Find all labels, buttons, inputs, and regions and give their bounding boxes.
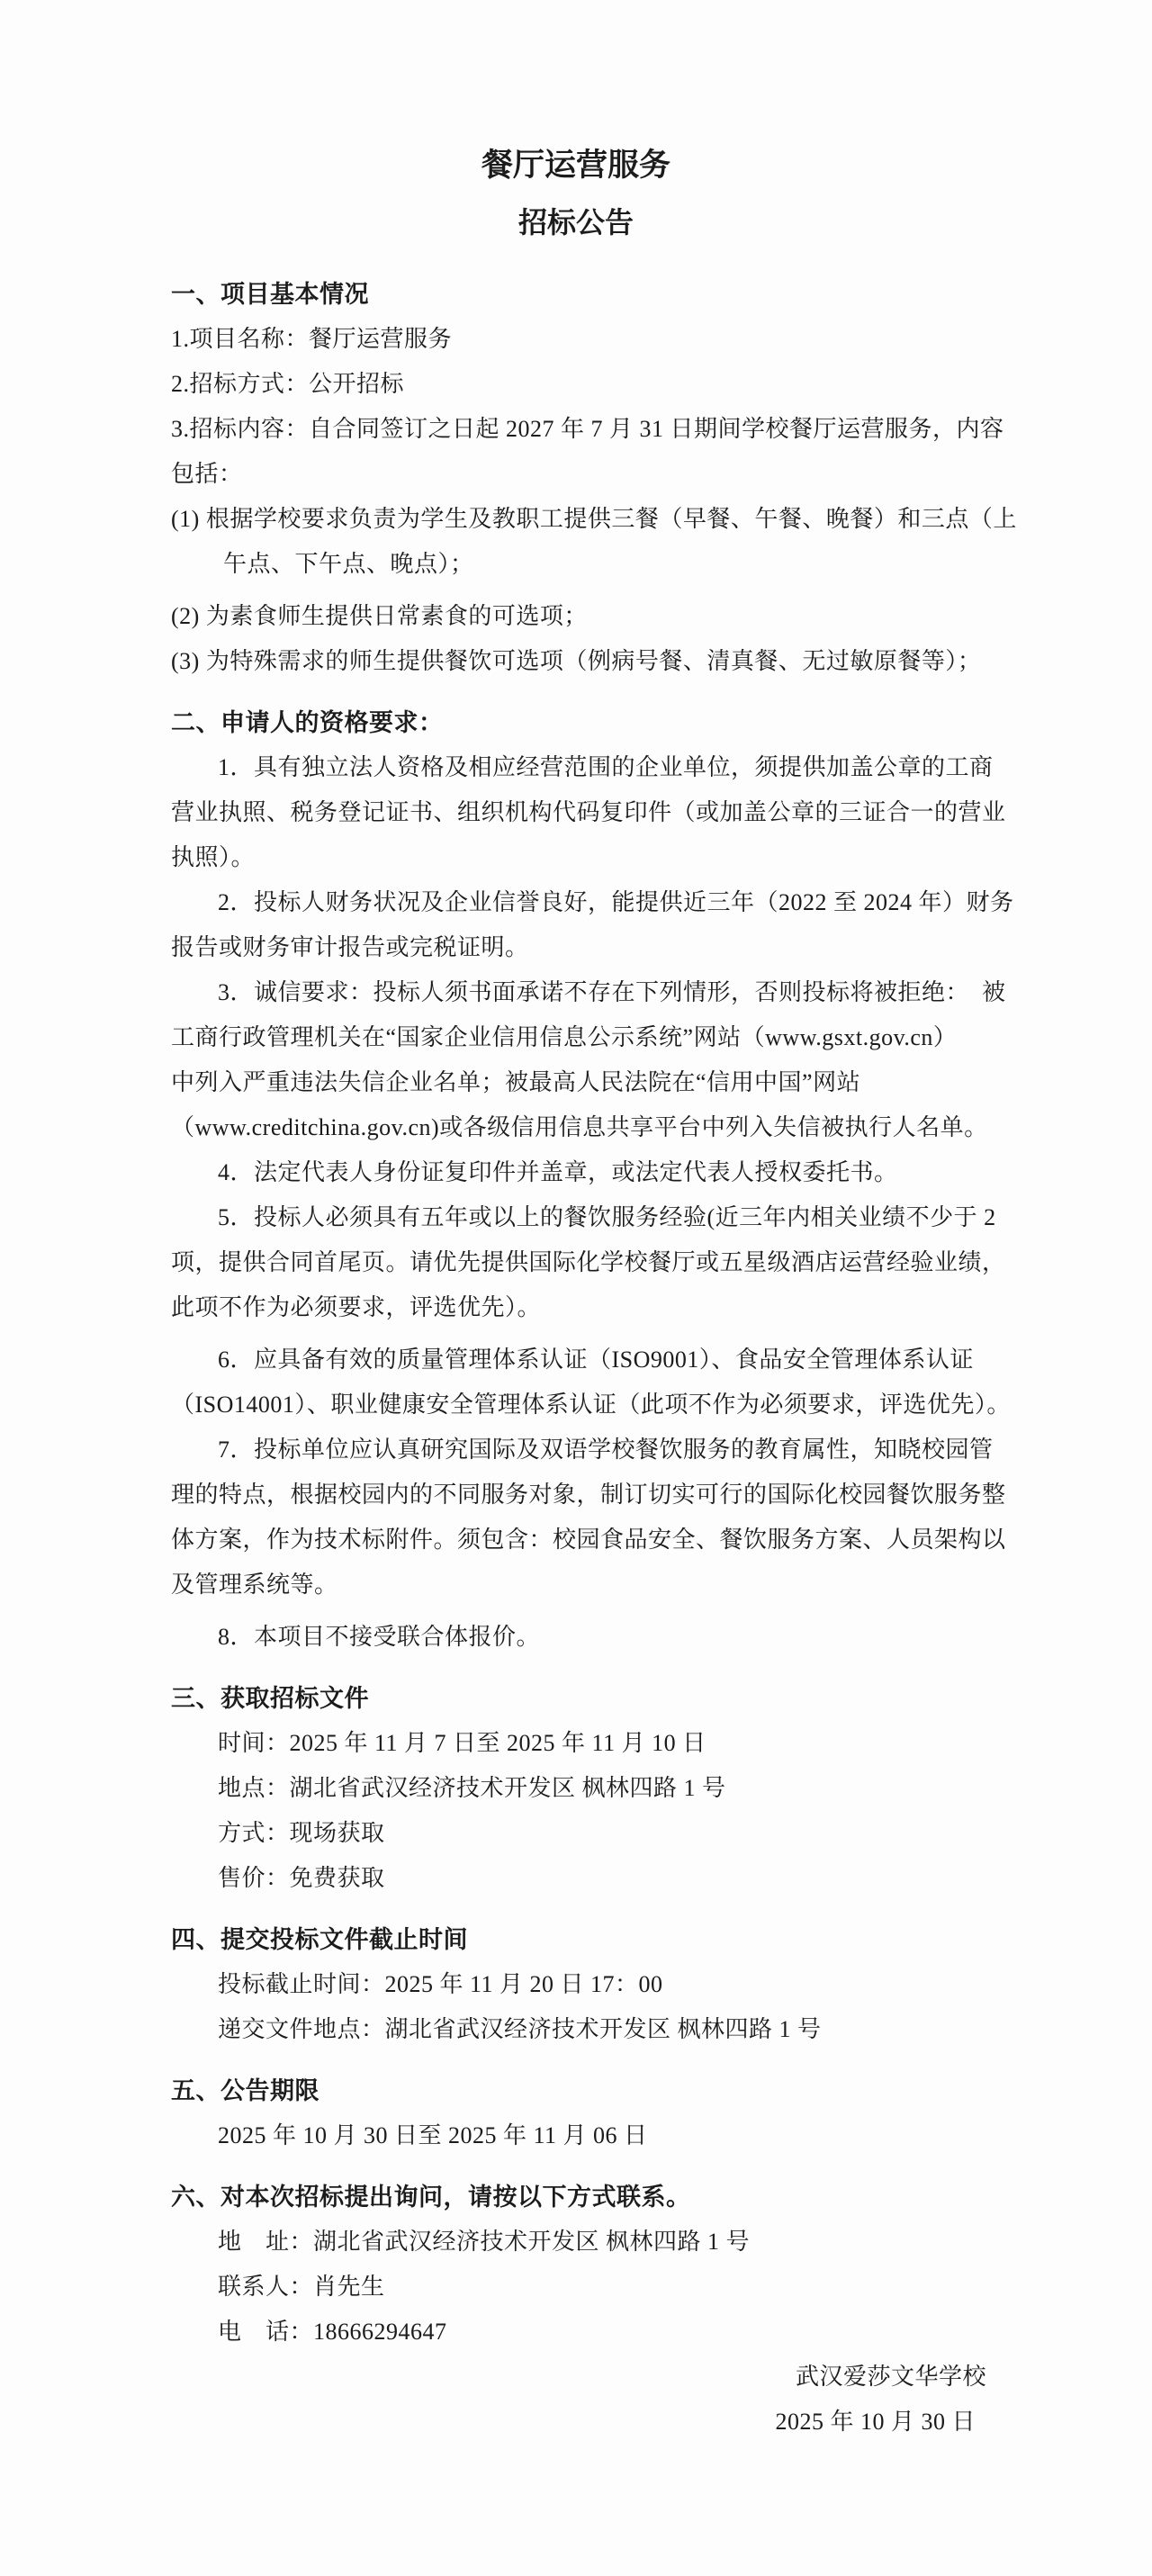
doc-line: 体方案，作为技术标附件。须包含：校园食品安全、餐饮服务方案、人员架构以 — [171, 1527, 1006, 1553]
doc-title: 餐厅运营服务 — [481, 148, 670, 183]
doc-line: 营业执照、税务登记证书、组织机构代码复印件（或加盖公章的三证合一的营业 — [171, 799, 1006, 825]
doc-line: 2025 年 10 月 30 日至 2025 年 11 月 06 日 — [218, 2122, 648, 2148]
doc-line: 递交文件地点：湖北省武汉经济技术开发区 枫林四路 1 号 — [218, 2016, 822, 2042]
doc-line: 2．投标人财务状况及企业信誉良好，能提供近三年（2022 至 2024 年）财务 — [218, 889, 1014, 915]
section-heading-4: 四、提交投标文件截止时间 — [171, 1926, 468, 1953]
doc-line: 地点：湖北省武汉经济技术开发区 枫林四路 1 号 — [218, 1775, 726, 1801]
doc-line: 地 址：湖北省武汉经济技术开发区 枫林四路 1 号 — [218, 2229, 751, 2255]
section-heading-5: 五、公告期限 — [171, 2077, 320, 2104]
doc-line: 5．投标人必须具有五年或以上的餐饮服务经验(近三年内相关业绩不少于 2 — [218, 1204, 996, 1230]
doc-line: 3．诚信要求：投标人须书面承诺不存在下列情形，否则投标将被拒绝： 被 — [218, 979, 1006, 1005]
section-heading-2: 二、申请人的资格要求： — [171, 709, 444, 736]
doc-line: (2) 为素食师生提供日常素食的可选项； — [171, 603, 588, 629]
doc-subtitle: 招标公告 — [518, 206, 634, 239]
doc-line: 2.招标方式：公开招标 — [171, 371, 405, 397]
doc-line: (1) 根据学校要求负责为学生及教职工提供三餐（早餐、午餐、晚餐）和三点（上 — [171, 506, 1017, 532]
doc-line: 8．本项目不接受联合体报价。 — [218, 1624, 541, 1650]
doc-line: 此项不作为必须要求，评选优先）。 — [171, 1294, 542, 1320]
doc-line: 报告或财务审计报告或完税证明。 — [171, 934, 529, 960]
doc-line: 中列入严重违法失信企业名单；被最高人民法院在“信用中国”网站 — [171, 1069, 861, 1095]
doc-line: 电 话：18666294647 — [218, 2319, 447, 2345]
doc-line: 4．法定代表人身份证复印件并盖章，或法定代表人授权委托书。 — [218, 1159, 898, 1185]
doc-line: 投标截止时间：2025 年 11 月 20 日 17：00 — [218, 1971, 663, 1997]
section-heading-3: 三、获取招标文件 — [171, 1685, 369, 1712]
doc-line: 及管理系统等。 — [171, 1572, 338, 1598]
doc-line: 1.项目名称：餐厅运营服务 — [171, 326, 453, 352]
section-heading-6: 六、对本次招标提出询问，请按以下方式联系。 — [171, 2184, 691, 2211]
doc-line: （www.creditchina.gov.cn)或各级信用信息共享平台中列入失信被执行人名单。 — [171, 1114, 988, 1140]
doc-line: 3.招标内容：自合同签订之日起 2027 年 7 月 31 日期间学校餐厅运营服务，内容 — [171, 416, 1004, 442]
doc-line: 工商行政管理机关在“国家企业信用信息公示系统”网站（www.gsxt.gov.cn） — [171, 1024, 958, 1050]
doc-line: 理的特点，根据校园内的不同服务对象，制订切实可行的国际化校园餐饮服务整 — [171, 1482, 1006, 1508]
doc-line: 午点、下午点、晚点）； — [223, 551, 474, 577]
doc-body — [171, 272, 1017, 2445]
doc-line: 时间：2025 年 11 月 7 日至 2025 年 11 月 10 日 — [218, 1730, 706, 1756]
doc-line: 联系人：肖先生 — [218, 2274, 385, 2300]
doc-line: 6．应具备有效的质量管理体系认证（ISO9001）、食品安全管理体系认证 — [218, 1347, 974, 1373]
doc-line: 项，提供合同首尾页。请优先提供国际化学校餐厅或五星级酒店运营经验业绩， — [171, 1249, 1006, 1275]
doc-line: 7．投标单位应认真研究国际及双语学校餐饮服务的教育属性，知晓校园管 — [218, 1437, 994, 1463]
doc-line: （ISO14001）、职业健康安全管理体系认证（此项不作为必须要求，评选优先）。 — [171, 1392, 1011, 1418]
doc-line: 包括： — [171, 461, 243, 487]
doc-line: 方式：现场获取 — [218, 1820, 385, 1846]
signature-org: 武汉爱莎文华学校 — [795, 2364, 986, 2390]
signature-date: 2025 年 10 月 30 日 — [775, 2409, 976, 2435]
doc-line: 执照）。 — [171, 844, 256, 870]
doc-line: 1．具有独立法人资格及相应经营范围的企业单位，须提供加盖公章的工商 — [218, 754, 994, 780]
section-heading-1: 一、项目基本情况 — [171, 281, 369, 308]
doc-line: 售价：免费获取 — [218, 1865, 385, 1891]
doc-line: (3) 为特殊需求的师生提供餐饮可选项（例病号餐、清真餐、无过敏原餐等）； — [171, 648, 982, 674]
